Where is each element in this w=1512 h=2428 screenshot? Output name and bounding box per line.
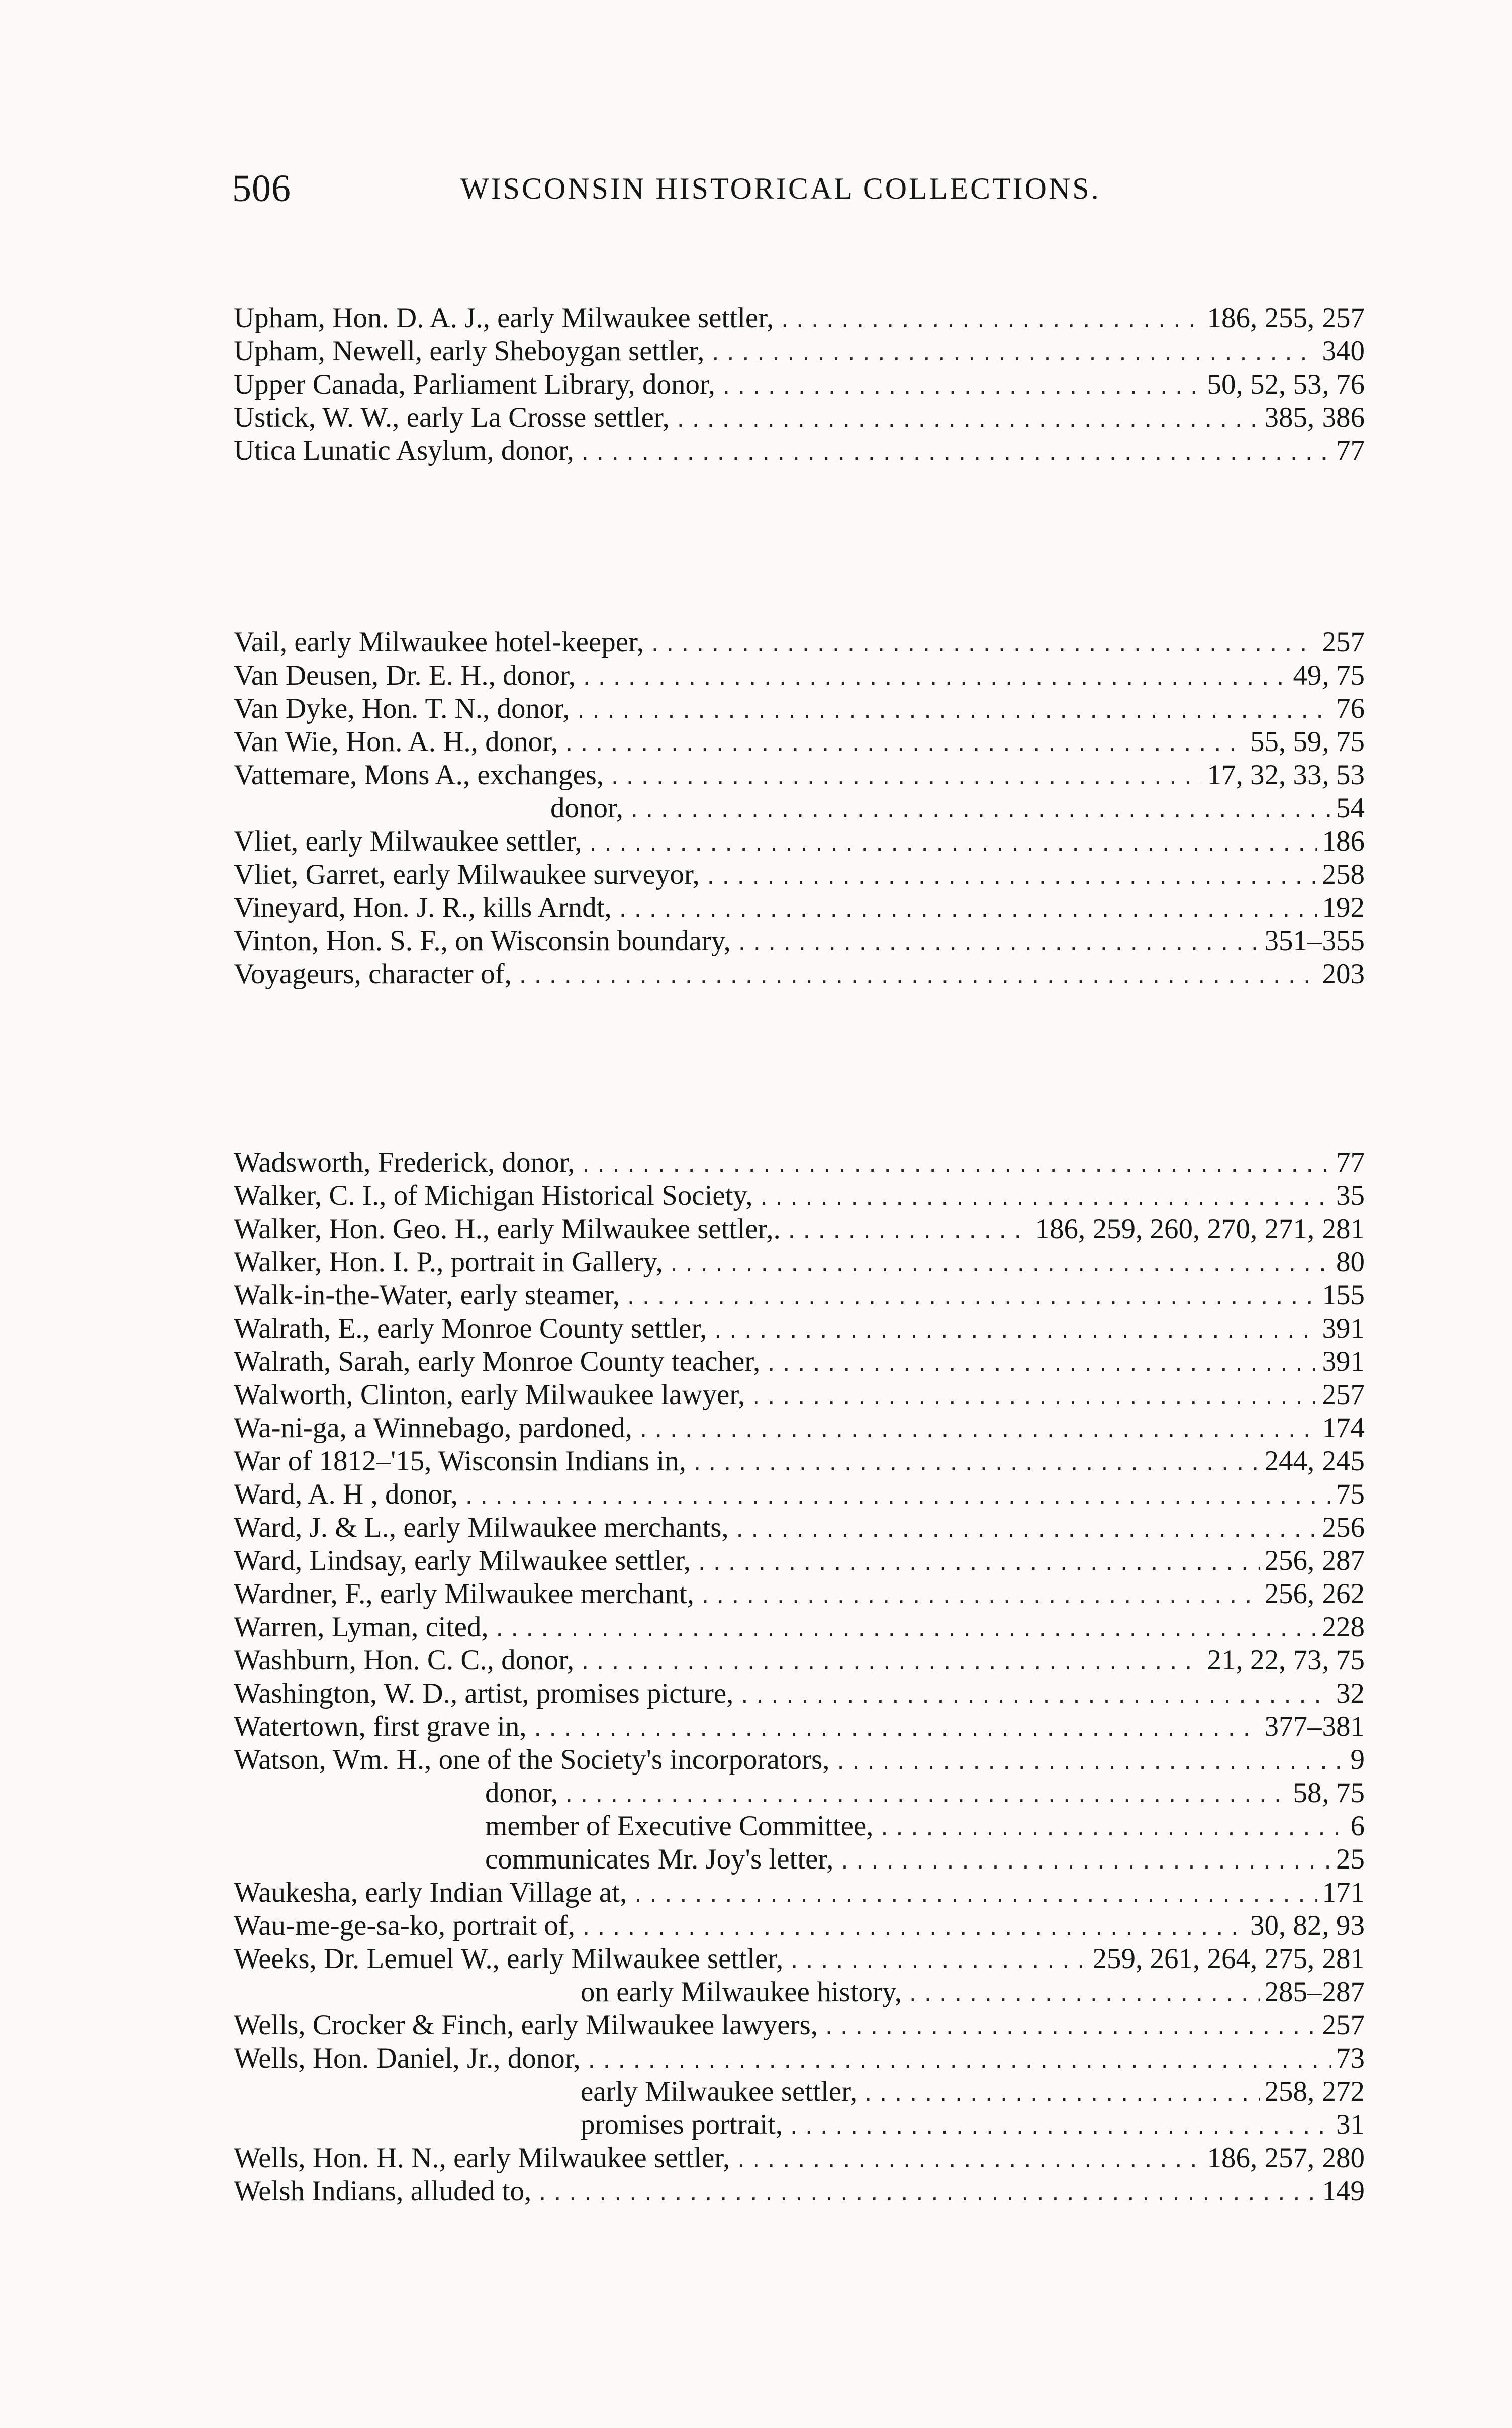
entry-pages: 186, 259, 260, 270, 271, 281 (1035, 1213, 1365, 1245)
entry-text: Watertown, first grave in, (234, 1711, 527, 1742)
entry-pages: 75 (1336, 1478, 1365, 1510)
entry-text: Vail, early Milwaukee hotel-keeper, (234, 626, 644, 658)
index-entry (234, 924, 1365, 958)
entry-pages: 174 (1321, 1412, 1365, 1444)
entry-text: Voyageurs, character of, (234, 958, 512, 990)
dot-leader (668, 1250, 1331, 1283)
entry-text: Wa-ni-ga, a Winnebago, pardoned, (234, 1412, 632, 1444)
entry-text: Vattemare, Mons A., exchanges, (234, 759, 604, 791)
entry-pages: 6 (1350, 1810, 1365, 1842)
dot-leader (862, 2080, 1259, 2113)
entry-pages: 228 (1321, 1611, 1365, 1643)
dot-leader (563, 730, 1245, 763)
index-entry (234, 1146, 1365, 1179)
entry-text: Waukesha, early Indian Village at, (234, 1877, 627, 1908)
entry-pages: 285–287 (1264, 1976, 1365, 2008)
entry-text: Van Deusen, Dr. E. H., donor, (234, 660, 576, 691)
index-entry (234, 1942, 1365, 1976)
entry-text: Wells, Hon. Daniel, Jr., donor, (234, 2042, 581, 2074)
entry-pages: 77 (1336, 435, 1365, 466)
entry-pages: 351–355 (1264, 925, 1365, 957)
entry-text: Wadsworth, Frederick, donor, (234, 1147, 575, 1178)
dot-leader (696, 1549, 1259, 1582)
entry-pages: 76 (1336, 693, 1365, 724)
index-entry (234, 1843, 1365, 1876)
index-entry (234, 1179, 1365, 1212)
entry-text: Walrath, Sarah, early Monroe County teacher, (234, 1346, 761, 1377)
dot-leader (536, 2179, 1316, 2212)
entry-pages: 258 (1321, 859, 1365, 890)
entry-pages: 21, 22, 73, 75 (1207, 1644, 1365, 1676)
entry-text: Walker, Hon. I. P., portrait in Gallery, (234, 1246, 663, 1278)
dot-leader (738, 1682, 1331, 1715)
entry-text: Vliet, Garret, early Milwaukee surveyor, (234, 859, 700, 890)
index-entry (234, 1611, 1365, 1644)
entry-pages: 32 (1336, 1677, 1365, 1709)
dot-leader (765, 1350, 1316, 1383)
index-entry (234, 759, 1365, 792)
entry-pages: 9 (1350, 1744, 1365, 1776)
index-entry (234, 1644, 1365, 1677)
entry-text: Vliet, early Milwaukee settler, (234, 825, 582, 857)
index-entry (234, 2075, 1365, 2108)
index-entry (234, 659, 1365, 692)
index-entry (234, 1544, 1365, 1577)
index-entry (234, 1743, 1365, 1777)
index-entry (234, 1976, 1365, 2009)
index-entry (234, 1478, 1365, 1511)
entry-pages: 203 (1321, 958, 1365, 990)
dot-leader (632, 1881, 1316, 1914)
entry-text: donor, (550, 792, 623, 824)
entry-text: Vinton, Hon. S. F., on Wisconsin boundary, (234, 925, 731, 957)
dot-leader (907, 1980, 1260, 2013)
entry-text: Warren, Lyman, cited, (234, 1611, 489, 1643)
index-entry (234, 1212, 1365, 1246)
entry-text: communicates Mr. Joy's letter, (485, 1843, 834, 1875)
entry-pages: 186, 255, 257 (1207, 302, 1365, 334)
index-entry (234, 1710, 1365, 1743)
entry-pages: 257 (1321, 626, 1365, 658)
entry-pages: 256 (1321, 1512, 1365, 1543)
index-entry (234, 692, 1365, 725)
entry-text: Washington, W. D., artist, promises picture, (234, 1677, 734, 1709)
index-entry (234, 1246, 1365, 1279)
page-header (232, 166, 1162, 211)
dot-leader (675, 406, 1260, 439)
entry-pages: 192 (1321, 892, 1365, 923)
entry-pages: 35 (1336, 1180, 1365, 1211)
dot-leader (735, 2146, 1202, 2179)
dot-leader (750, 1383, 1316, 1416)
index-entry (234, 1378, 1365, 1412)
entry-pages: 257 (1321, 2009, 1365, 2041)
index-section-v (234, 626, 1365, 991)
index-entry (234, 626, 1365, 659)
dot-leader (705, 863, 1317, 896)
entry-text: Upham, Hon. D. A. J., early Milwaukee settler, (234, 302, 774, 334)
entry-text: Washburn, Hon. C. C., donor, (234, 1644, 575, 1676)
dot-leader (835, 1748, 1346, 1781)
entry-text: Welsh Indians, alluded to, (234, 2175, 532, 2207)
index-entry (234, 1777, 1365, 1810)
dot-leader (628, 796, 1331, 829)
dot-leader (779, 306, 1202, 339)
entry-pages: 257 (1321, 1379, 1365, 1411)
entry-text: Walk-in-the-Water, early steamer, (234, 1279, 620, 1311)
index-entry (234, 725, 1365, 759)
index-entry (234, 1810, 1365, 1843)
entry-text: Walrath, E., early Monroe County settler, (234, 1313, 707, 1344)
entry-pages: 186 (1321, 825, 1365, 857)
entry-text: Wardner, F., early Milwaukee merchant, (234, 1578, 695, 1610)
entry-pages: 171 (1321, 1877, 1365, 1908)
running-title: WISCONSIN HISTORICAL COLLECTIONS. (460, 172, 1101, 205)
entry-text: Wau-me-ge-sa-ko, portrait of, (234, 1910, 576, 1941)
index-entry (234, 2141, 1365, 2175)
index-entry (234, 335, 1365, 368)
index-entry (234, 1511, 1365, 1544)
dot-leader (691, 1449, 1260, 1482)
dot-leader (609, 763, 1202, 796)
index-entry (234, 1677, 1365, 1710)
dot-leader (581, 664, 1288, 697)
entry-pages: 54 (1336, 792, 1365, 824)
index-entry (234, 302, 1365, 335)
entry-pages: 256, 287 (1264, 1545, 1365, 1576)
entry-pages: 31 (1336, 2109, 1365, 2140)
entry-pages: 155 (1321, 1279, 1365, 1311)
index-entry (234, 401, 1365, 434)
entry-text: Ward, A. H , donor, (234, 1478, 458, 1510)
entry-pages: 385, 386 (1264, 402, 1365, 433)
index-entry (234, 858, 1365, 891)
page-number: 506 (232, 167, 291, 210)
index-entry (234, 1412, 1365, 1445)
entry-text: Upper Canada, Parliament Library, donor, (234, 368, 715, 400)
dot-leader (712, 1317, 1316, 1350)
dot-leader (579, 439, 1331, 472)
entry-pages: 30, 82, 93 (1250, 1910, 1365, 1941)
index-entry (234, 792, 1365, 825)
entry-text: Ustick, W. W., early La Crosse settler, (234, 402, 670, 433)
entry-text: Wells, Crocker & Finch, early Milwaukee lawyers, (234, 2009, 818, 2041)
entry-pages: 50, 52, 53, 76 (1207, 368, 1365, 400)
dot-leader (878, 1814, 1345, 1847)
entry-text: on early Milwaukee history, (581, 1976, 902, 2008)
entry-pages: 80 (1336, 1246, 1365, 1278)
dot-leader (575, 697, 1331, 730)
index-entry (234, 825, 1365, 858)
entry-text: Walker, C. I., of Michigan Historical Society, (234, 1180, 753, 1211)
entry-pages: 186, 257, 280 (1207, 2142, 1365, 2174)
entry-text: Walker, Hon. Geo. H., early Milwaukee settler,. (234, 1213, 781, 1245)
entry-text: member of Executive Committee, (485, 1810, 874, 1842)
entry-text: Utica Lunatic Asylum, donor, (234, 435, 574, 466)
entry-text: Van Wie, Hon. A. H., donor, (234, 726, 558, 758)
index-entry (234, 2108, 1365, 2141)
index-entry (234, 1279, 1365, 1312)
dot-leader (625, 1283, 1316, 1317)
index-entry (234, 958, 1365, 991)
dot-leader (517, 962, 1317, 995)
entry-text: Watson, Wm. H., one of the Society's incorporators, (234, 1744, 830, 1776)
entry-text: Weeks, Dr. Lemuel W., early Milwaukee settler, (234, 1943, 784, 1975)
index-entry (234, 1909, 1365, 1942)
entry-pages: 49, 75 (1293, 660, 1365, 691)
entry-pages: 244, 245 (1264, 1445, 1365, 1477)
dot-leader (720, 372, 1202, 406)
entry-pages: 259, 261, 264, 275, 281 (1092, 1943, 1365, 1975)
dot-leader (838, 1847, 1331, 1881)
dot-leader (734, 1516, 1317, 1549)
entry-pages: 55, 59, 75 (1250, 726, 1365, 758)
entry-pages: 340 (1321, 335, 1365, 367)
entry-text: promises portrait, (581, 2109, 783, 2140)
entry-text: Wells, Hon. H. N., early Milwaukee settler, (234, 2142, 730, 2174)
index-entry (234, 1577, 1365, 1611)
index-entry (234, 1345, 1365, 1378)
entry-pages: 149 (1321, 2175, 1365, 2207)
entry-text: Ward, J. & L., early Milwaukee merchants, (234, 1512, 729, 1543)
dot-leader (823, 2013, 1317, 2046)
entry-text: Upham, Newell, early Sheboygan settler, (234, 335, 705, 367)
entry-pages: 377–381 (1264, 1711, 1365, 1742)
entry-pages: 17, 32, 33, 53 (1207, 759, 1365, 791)
entry-pages: 391 (1321, 1313, 1365, 1344)
index-entry (234, 2042, 1365, 2075)
dot-leader (736, 929, 1260, 962)
index-entry (234, 2175, 1365, 2208)
entry-pages: 73 (1336, 2042, 1365, 2074)
entry-text: Van Dyke, Hon. T. N., donor, (234, 693, 570, 724)
index-entry (234, 891, 1365, 924)
index-entry (234, 1312, 1365, 1345)
index-entry (234, 1876, 1365, 1909)
entry-pages: 58, 75 (1293, 1777, 1365, 1809)
entry-text: early Milwaukee settler, (581, 2076, 858, 2107)
entry-text: Ward, Lindsay, early Milwaukee settler, (234, 1545, 691, 1576)
dot-leader (637, 1416, 1317, 1449)
entry-pages: 256, 262 (1264, 1578, 1365, 1610)
dot-leader (649, 630, 1317, 664)
entry-pages: 25 (1336, 1843, 1365, 1875)
entry-pages: 258, 272 (1264, 2076, 1365, 2107)
dot-leader (494, 1615, 1317, 1648)
entry-text: Walworth, Clinton, early Milwaukee lawyer, (234, 1379, 745, 1411)
entry-text: Vineyard, Hon. J. R., kills Arndt, (234, 892, 612, 923)
entry-text: War of 1812–'15, Wisconsin Indians in, (234, 1445, 686, 1477)
index-entry (234, 368, 1365, 401)
index-entry (234, 2009, 1365, 2042)
dot-leader (786, 1217, 1030, 1250)
entry-pages: 391 (1321, 1346, 1365, 1377)
index-section-w (234, 1146, 1365, 2208)
index-entry (234, 1445, 1365, 1478)
entry-text: donor, (485, 1777, 558, 1809)
index-entry (234, 434, 1365, 468)
entry-pages: 77 (1336, 1147, 1365, 1178)
dot-leader (699, 1582, 1259, 1615)
index-section-u (234, 302, 1365, 468)
